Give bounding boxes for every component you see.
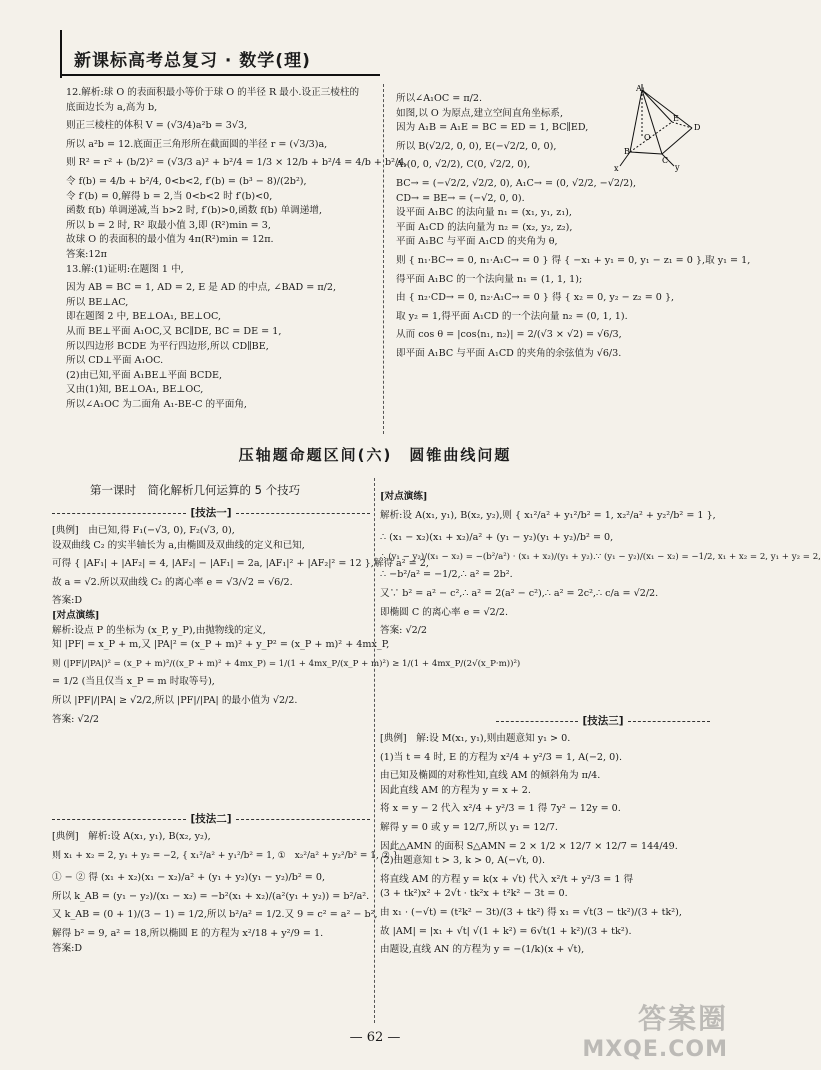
text-line: 所以 b = 2 时, R² 取最小值 3,即 (R²)min = 3, <box>66 219 271 231</box>
technique-1-label: [技法一] <box>190 506 232 519</box>
text-line: 由 { n₂·CD→ = 0, n₂·A₁C→ = 0 } 得 { x₂ = 0, y₂ − z₂ = 0 }, <box>396 292 675 304</box>
watermark-line-2: MXQE.COM <box>582 1037 728 1062</box>
lesson-title: 第一课时 简化解析几何运算的 5 个技巧 <box>90 483 301 497</box>
label-e: E <box>673 114 679 123</box>
text-line: (2)由题意知 t > 3, k > 0, A(−√t, 0). <box>380 855 546 867</box>
text-line: 将 x = y − 2 代入 x²/4 + y²/3 = 1 得 7y² − 12y = 0. <box>380 803 621 815</box>
label-y: y <box>675 163 680 172</box>
solution-12-13-left <box>66 86 408 412</box>
text-line: 又∵ b² = a² − c²,∴ a² = 2(a² − c²),∴ a² = 2c²,∴ c/a = √2/2. <box>380 587 659 599</box>
column-divider <box>383 84 384 434</box>
text-line: 则正三棱柱的体积 V = (√3/4)a²b = 3√3, <box>66 120 248 132</box>
text-line: 得平面 A₁BC 的一个法向量 n₁ = (1, 1, 1); <box>396 273 583 285</box>
technique-2-content <box>52 830 399 956</box>
answer: 答案:12π <box>66 248 107 260</box>
text-line: 由已知及椭圆的对称性知,直线 AM 的倾斜角为 π/4. <box>380 770 601 782</box>
text-line: 则 (|PF|/|PA|)² = (x_P + m)²/((x_P + m)² + 4mx_P) = 1/(1 + 4mx_P/(x_P + m)²) ≥ 1/(1 + 4mx_P/(2√(x_P·m))²) <box>52 658 521 669</box>
text-line: 则 { n₁·BC→ = 0, n₁·A₁C→ = 0 } 得 { −x₁ + y₁ = 0, y₁ − z₁ = 0 },取 y₁ = 1, <box>396 254 751 266</box>
answer: 答案: √2/2 <box>380 625 428 637</box>
text-line: 故 |AM| = |x₁ + √t| √(1 + k²) = 6√t(1 + k²)/(3 + tk²). <box>380 925 632 937</box>
text-line: 将直线 AM 的方程 y = k(x + √t) 代入 x²/t + y²/3 = 1 得 <box>380 873 634 885</box>
watermark-line-1: 答案圈 <box>637 1002 728 1035</box>
text-line: 则 x₁ + x₂ = 2, y₁ + y₂ = −2, { x₁²/a² + y₁²/b² = 1, ① x₂²/a² + y₂²/b² = 1, ② } <box>52 850 399 861</box>
text-line: 如图,以 O 为原点,建立空间直角坐标系, <box>396 107 564 119</box>
text-line: 故 a = √2.所以双曲线 C₂ 的离心率 e = √3/√2 = √6/2. <box>52 576 293 588</box>
text-line: 即椭圆 C 的离心率 e = √2/2. <box>380 606 509 618</box>
text-line: CD→ = BE→ = (−√2, 0, 0). <box>396 192 525 204</box>
text-line: 又由(1)知, BE⊥OA₁, BE⊥OC, <box>66 384 204 396</box>
text-line: ① − ② 得 (x₁ + x₂)(x₁ − x₂)/a² + (y₁ + y₂)(y₁ − y₂)/b² = 0, <box>52 872 326 884</box>
answer: 答案:D <box>52 942 83 954</box>
technique-1-header <box>52 504 370 520</box>
label-b: B <box>624 147 630 156</box>
text-line: 解得 y = 0 或 y = 12/7,所以 y₁ = 12/7. <box>380 821 558 833</box>
pyramid-figure <box>612 82 712 172</box>
text-line: 所以四边形 BCDE 为平行四边形,所以 CD∥BE, <box>66 340 269 352</box>
text-line: 所以 BE⊥AC, <box>66 296 129 308</box>
text-line: 设双曲线 C₂ 的实半轴长为 a,由椭圆及双曲线的定义和已知, <box>52 539 305 551</box>
text-line: 从而 BE⊥平面 A₁OC,又 BC∥DE, BC = DE = 1, <box>66 325 282 337</box>
text-line: 故球 O 的表面积的最小值为 4π(R²)min = 12π. <box>66 234 274 246</box>
text-line: 底面边长为 a,高为 b, <box>66 101 158 113</box>
text-line: [典例] 解:设 M(x₁, y₁),则由题意知 y₁ > 0. <box>380 733 571 744</box>
text-line: 所以∠A₁OC = π/2. <box>396 93 483 104</box>
technique-2-header <box>52 810 370 826</box>
text-line: (1)当 t = 4 时, E 的方程为 x²/4 + y²/3 = 1, A(−2, 0). <box>380 751 623 763</box>
text-line: BC→ = (−√2/2, √2/2, 0), A₁C→ = (0, √2/2, −√2/2), <box>396 177 637 189</box>
text-line: 由题设,直线 AN 的方程为 y = −(1/k)(x + √t), <box>380 944 585 956</box>
technique-2-label: [技法二] <box>190 812 232 825</box>
text-line: 即平面 A₁BC 与平面 A₁CD 的夹角的余弦值为 √6/3. <box>396 347 622 359</box>
label-o: O <box>644 133 651 142</box>
text-line: 12.解析:球 O 的表面积最小等价于球 O 的半径 R 最小.设正三棱柱的 <box>66 87 360 98</box>
text-line: 函数 f(b) 单调递减,当 b>2 时, f′(b)>0,函数 f(b) 单调递增, <box>66 205 322 217</box>
text-line: 所以 |PF|/|PA| ≥ √2/2,所以 |PF|/|PA| 的最小值为 √2/2. <box>52 694 298 706</box>
text-line: 平面 A₁CD 的法向量为 n₂ = (x₂, y₂, z₂), <box>396 221 573 233</box>
page-number: — 62 — <box>349 1030 401 1045</box>
header-bar <box>60 30 62 78</box>
text-line: (2)由已知,平面 A₁BE⊥平面 BCDE, <box>66 369 223 381</box>
label-a1: A₁ <box>636 84 645 93</box>
watermark <box>582 997 728 1062</box>
text-line: 所以∠A₁OC 为二面角 A₁-BE-C 的平面角, <box>66 398 247 410</box>
answer: 答案:D <box>52 595 83 607</box>
text-line: 因为 AB = BC = 1, AD = 2, E 是 AD 的中点, ∠BAD = π/2, <box>66 282 337 294</box>
text-line: 可得 { |AF₁| + |AF₂| = 4, |AF₂| − |AF₁| = 2a, |AF₁|² + |AF₂|² = 12 },解得 a² = 2, <box>52 558 429 570</box>
technique-3-label: [技法三] <box>582 714 624 727</box>
header-title: 新课标高考总复习 · 数学(理) <box>74 51 311 71</box>
text-line: 令 f′(b) = 0,解得 b = 2,当 0<b<2 时 f′(b)<0, <box>66 190 273 202</box>
text-line: 解析:设 A(x₁, y₁), B(x₂, y₂),则 { x₁²/a² + y₁²/b² = 1, x₂²/a² + y₂²/b² = 1 }, <box>380 509 716 521</box>
column-divider <box>374 478 375 1023</box>
text-line: ∴ −b²/a² = −1/2,∴ a² = 2b². <box>380 569 513 581</box>
text-line: ∴ (y₁ − y₂)/(x₁ − x₂) = −(b²/a²) · (x₁ + x₂)/(y₁ + y₂).∵ (y₁ − y₂)/(x₁ − x₂) = −1/2, x₁ + x₂ = 2, y₁ + y₂ = 2, <box>380 551 821 562</box>
practice-heading: [对点演练] <box>380 491 428 502</box>
label-x: x <box>614 164 619 173</box>
section-title: 压轴题命题区间(六) 圆锥曲线问题 <box>238 446 512 464</box>
practice-heading: [对点演练] <box>52 609 100 621</box>
practice-content <box>380 490 821 639</box>
technique-3-header <box>496 712 710 728</box>
text-line: 平面 A₁BC 与平面 A₁CD 的夹角为 θ, <box>396 236 558 248</box>
text-line: 从而 cos θ = |cos⟨n₁, n₂⟩| = 2/(√3 × √2) = √6/3, <box>396 329 622 341</box>
text-line: 所以 k_AB = (y₁ − y₂)/(x₁ − x₂) = −b²(x₁ + x₂)/(a²(y₁ + y₂)) = b²/a². <box>52 890 370 902</box>
text-line: 令 f(b) = 4/b + b²/4, 0<b<2, f′(b) = (b³ − 8)/(2b²), <box>66 175 307 187</box>
text-line: 由 x₁ · (−√t) = (t²k² − 3t)/(3 + tk²) 得 x₁ = √t(3 − tk²)/(3 + tk²), <box>380 906 682 918</box>
text-line: (3 + tk²)x² + 2√t · tk²x + t²k² − 3t = 0. <box>380 888 568 900</box>
text-line: 取 y₂ = 1,得平面 A₁CD 的一个法向量 n₂ = (0, 1, 1). <box>396 310 628 322</box>
text-line: [典例] 解析:设 A(x₁, y₁), B(x₂, y₂), <box>52 831 211 842</box>
text-line: 所以 CD⊥平面 A₁OC. <box>66 355 164 367</box>
answer: 答案: √2/2 <box>52 713 100 725</box>
text-line: [典例] 由已知,得 F₁(−√3, 0), F₂(√3, 0), <box>52 525 235 536</box>
text-line: 知 |PF| = x_P + m,又 |PA|² = (x_P + m)² + y_P² = (x_P + m)² + 4mx_P, <box>52 639 390 651</box>
label-d: D <box>694 123 701 132</box>
text-line: 因此直线 AM 的方程为 y = x + 2. <box>380 784 531 796</box>
text-line: 因此△AMN 的面积 S△AMN = 2 × 1/2 × 12/7 × 12/7 = 144/49. <box>380 840 678 852</box>
text-line: 则 R² = r² + (b/2)² = (√3/3 a)² + b²/4 = 1/3 × 12/b + b²/4 = 4/b + b²/4, <box>66 157 408 169</box>
text-line: = 1/2 (当且仅当 x_P = m 时取等号), <box>52 676 215 688</box>
technique-3-content <box>380 732 700 958</box>
text-line: 因为 A₁B = A₁E = BC = ED = 1, BC∥ED, <box>396 122 589 134</box>
text-line: 13.解:(1)证明:在题图 1 中, <box>66 263 184 275</box>
text-line: 所以 B(√2/2, 0, 0), E(−√2/2, 0, 0), <box>396 140 557 152</box>
text-line: ∴ (x₁ − x₂)(x₁ + x₂)/a² + (y₁ − y₂)(y₁ + y₂)/b² = 0, <box>380 532 614 544</box>
text-line: 解得 b² = 9, a² = 18,所以椭圆 E 的方程为 x²/18 + y²/9 = 1. <box>52 927 324 939</box>
text-line: A₁(0, 0, √2/2), C(0, √2/2, 0), <box>396 159 531 171</box>
header-rule <box>60 74 380 76</box>
text-line: 解析:设点 P 的坐标为 (x_P, y_P),由抛物线的定义, <box>52 624 266 636</box>
text-line: 所以 a²b = 12.底面正三角形所在截面圆的半径 r = (√3/3)a, <box>66 138 328 150</box>
text-line: 设平面 A₁BC 的法向量 n₁ = (x₁, y₁, z₁), <box>396 207 572 219</box>
text-line: 又 k_AB = (0 + 1)/(3 − 1) = 1/2,所以 b²/a² = 1/2.又 9 = c² = a² − b², <box>52 909 378 921</box>
label-c: C <box>662 156 669 165</box>
text-line: 即在题图 2 中, BE⊥OA₁, BE⊥OC, <box>66 311 222 323</box>
